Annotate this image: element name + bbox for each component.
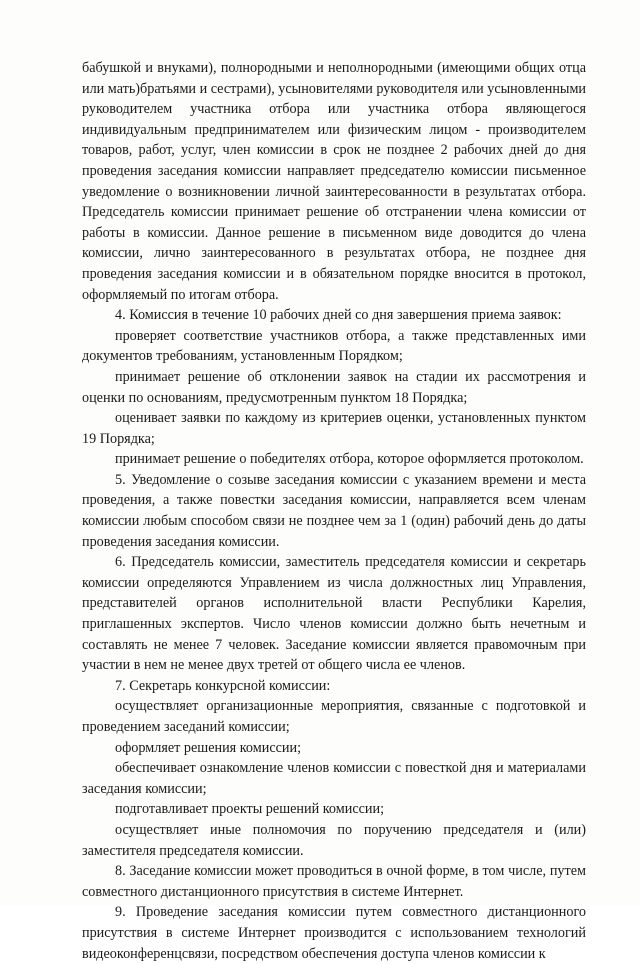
paragraph-other-powers: осуществляет иные полномочия по поручению председателя и (или) заместителя председателя комиссии.: [82, 821, 586, 859]
paragraph-formalizes-decisions: оформляет решения комиссии;: [115, 739, 302, 756]
paragraph-item-5: 5. Уведомление о созыве заседания комиссии с указанием времени и места проведения, а также повестки заседания комиссии, направляется всем членам комиссии любым способом связи не позднее чем за 1 (один) рабочий день до даты проведения заседания комиссии.: [82, 471, 586, 550]
paragraph-decide-winners: принимает решение о победителях отбора, которое оформляется протоколом.: [115, 451, 584, 468]
paragraph-continuation: бабушкой и внуками), полнородными и неполнородными (имеющими общих отца или мать)братьями и сестрами), усыновителями руководителя или усыновленными руководителем участника отбора или участника отбора являющегося индивидуальным предпринимателем или физическим лицом - производителем товаров, работ, услуг, член комиссии в срок не позднее 2 рабочих дней до дня проведения заседания комиссии направляет председателю комиссии письменное уведомление о возникновении личной заинтересованности в результатах отбора. Председатель комиссии принимает решение об отстранении члена комиссии от работы в комиссии. Данное решение в письменном виде доводится до члена комиссии, лично заинтересованного в результатах отбора, не позднее дня проведения заседания комиссии и в обязательном порядке вносится в протокол, оформляемый по итогам отбора.: [82, 60, 587, 303]
document-body: [82, 58, 586, 964]
paragraph-evaluate-applications: оценивает заявки по каждому из критериев оценки, установленных пунктом 19 Порядка;: [82, 410, 586, 447]
paragraph-provides-familiarization: обеспечивает ознакомление членов комиссии с повесткой дня и материалами заседания комиссии;: [82, 760, 586, 797]
paragraph-reject-applications: принимает решение об отклонении заявок на стадии их рассмотрения и оценки по основаниям, предусмотренным пунктом 18 Порядка;: [82, 368, 586, 406]
paragraph-item-8: 8. Заседание комиссии может проводиться в очной форме, в том числе, путем совместного дистанционного присутствия в системе Интернет.: [82, 863, 586, 900]
paragraph-prepares-drafts: подготавливает проекты решений комиссии;: [115, 801, 385, 818]
paragraph-item-4: 4. Комиссия в течение 10 рабочих дней со дня завершения приема заявок:: [115, 307, 562, 324]
paragraph-item-6: 6. Председатель комиссии, заместитель председателя комиссии и секретарь комиссии определяются Управлением из числа должностных лиц Управления, представителей органов исполнительной власти Республики Карелия, приглашенных экспертов. Число членов комиссии должно быть нечетным и составлять не менее 7 человек. Заседание комиссии является правомочным при участии в нем не менее двух третей от общего числа ее членов.: [82, 554, 586, 674]
paragraph-organizes-events: осуществляет организационные мероприятия, связанные с подготовкой и проведением заседаний комиссии;: [82, 698, 586, 735]
paragraph-item-7: 7. Секретарь конкурсной комиссии:: [115, 677, 331, 694]
paragraph-item-9: 9. Проведение заседания комиссии путем совместного дистанционного присутствия в системе Интернет производится с использованием технологий видеоконференцсвязи, посредством обеспечения доступа членов комиссии к: [82, 904, 586, 962]
paragraph-check-compliance: проверяет соответствие участников отбора, а также представленных ими документов требованиям, установленным Порядком;: [82, 327, 586, 365]
